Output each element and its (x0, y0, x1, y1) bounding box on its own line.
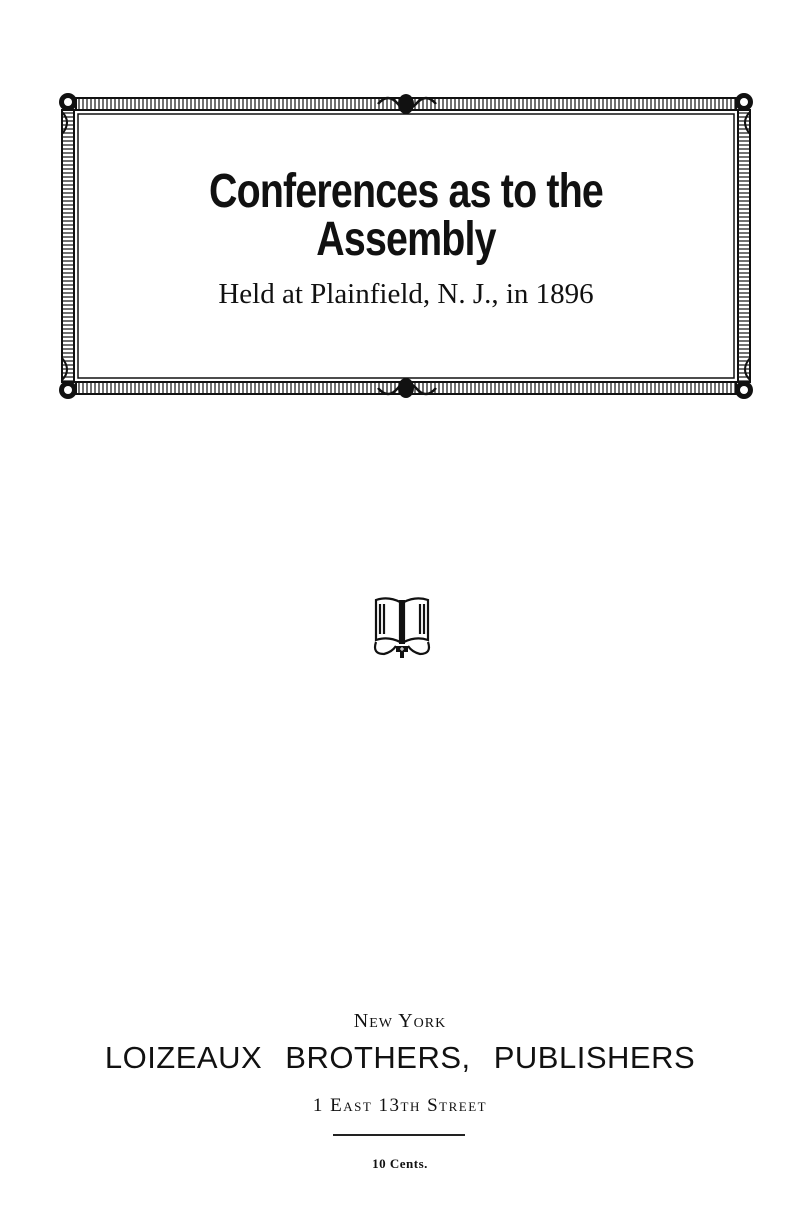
open-book-ornament-icon (370, 594, 434, 660)
publisher-name: LOIZEAUX BROTHERS, PUBLISHERS (104, 1040, 696, 1075)
publisher-address: 1 East 13th Street (312, 1095, 488, 1116)
book-title: Conferences as to the Assembly (209, 165, 603, 266)
book-subtitle: Held at Plainfield, N. J., in 1896 (218, 278, 594, 310)
price-label: 10 Cents. (372, 1156, 428, 1171)
divider-rule (333, 1134, 465, 1136)
publisher-city: New York (353, 1010, 447, 1032)
